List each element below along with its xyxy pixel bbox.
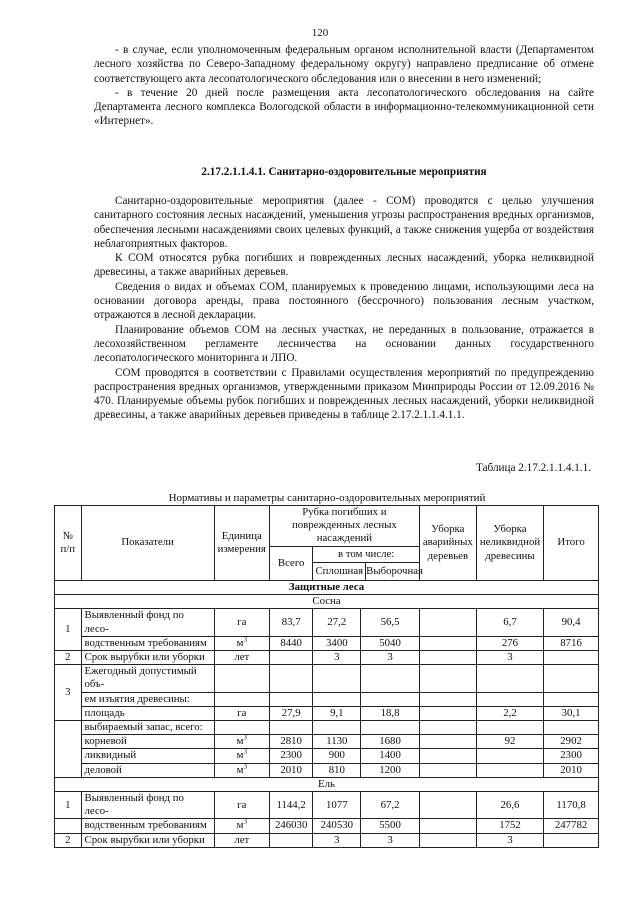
body-text — [94, 194, 594, 423]
intro-paragraph: - в случае, если уполномоченным федеральным органом исполнительной власти (Департаментом лесного хозяйства по Северо-Западному федеральному округу) направлено предписание об отмене соответствующего акта лесопатологического обследования или о внесении в него изменений; — [94, 44, 594, 85]
header-emergency: Уборка аварийных деревьев — [419, 506, 476, 581]
header-total: Всего — [269, 546, 313, 580]
intro-text — [94, 43, 594, 129]
header-including: в том числе: — [313, 547, 418, 563]
table-label: Таблица 2.17.2.1.1.4.1.1. — [476, 462, 591, 474]
body-paragraph: К СОМ относятся рубка погибших и поврежденных лесных насаждений, уборка неликвидной древесины, а также аварийных деревьев. — [94, 252, 594, 279]
table-row: 2 Срок вырубки или уборки лет 3 3 3 — [55, 651, 599, 665]
table-row: выбираемый запас, всего: — [55, 721, 599, 735]
section-heading: 2.17.2.1.1.4.1. Санитарно-оздоровительные мероприятия — [201, 166, 487, 178]
page-number: 120 — [311, 27, 329, 39]
header-felling: Рубка погибших и поврежденных лесных насаждений — [269, 506, 419, 547]
body-paragraph: Планирование объемов СОМ на лесных участках, не переданных в пользование, отражается в лесохозяйственном регламенте лесничества на основании данных государственного лесопатологического мониторинга и ЛПО. — [94, 323, 594, 365]
table-row: площадь га 27,9 9,1 18,8 2,2 30,1 — [55, 706, 599, 720]
table-row: ем изъятия древесины: — [55, 692, 599, 706]
intro-paragraph: - в течение 20 дней после размещения акта лесопатологического обследования на сайте Департамента лесного комплекса Вологодской области в информационно-телекоммуникационной сети «Интернет». — [94, 86, 594, 128]
header-including-group — [313, 546, 423, 580]
header-num: № п/п — [55, 506, 82, 581]
header-nonliquid: Уборка неликвидной древесины — [476, 506, 543, 581]
norms-table — [54, 505, 599, 848]
header-selective: Выборочная — [366, 564, 423, 577]
table-row: водственным требованиям $м^3$ 246030 240530 5500 1752 247782 — [55, 819, 599, 833]
table-row: ликвидный $м^3$ 2300 900 1400 2300 — [55, 749, 599, 763]
body-paragraph: Сведения о видах и объемах СОМ, планируемых к проведению лицами, использующими леса на основании договора аренды, права постоянного (бессрочного) пользования лесным участком, отражаются в лесной декларации. — [94, 280, 594, 322]
section-title: Защитные леса — [55, 581, 599, 595]
header-unit: Единица измерения — [214, 506, 269, 581]
header-indicator: Показатели — [81, 506, 214, 581]
table-row: 3 Ежегодный допустимый объ- — [55, 665, 599, 692]
body-paragraph: СОМ проводятся в соответствии с Правилами осуществления мероприятий по предупреждению распространения вредных организмов, утвержденными приказом Минприроды России от 12.09.2016 № 470. Планируемые объемы рубок погибших и поврежденных лесных насаждений, уборки неликвидной древесины, а также аварийных деревьев приведены в таблице 2.17.2.1.1.4.1.1. — [94, 366, 594, 422]
table-row: 1 Выявленный фонд по лесо- га 1144,2 1077 67,2 26,6 1170,8 — [55, 792, 599, 819]
species-spruce: Ель — [55, 777, 599, 791]
body-paragraph: Санитарно-оздоровительные мероприятия (далее - СОМ) проводятся с целью улучшения санитарного состояния лесных насаждений, уменьшения угрозы распространения вредных организмов, обеспечения лесными насаждениями своих целевых функций, а также снижения ущерба от воздействия неблагоприятных факторов. — [94, 195, 594, 250]
table-row: 1 Выявленный фонд по лесо- га 83,7 27,2 56,5 6,7 90,4 — [55, 609, 599, 636]
table-row: деловой $м^3$ 2010 810 1200 2010 — [55, 763, 599, 777]
table-row: корневой $м^3$ 2810 1130 1680 92 2902 — [55, 735, 599, 749]
table-row: 2 Срок вырубки или уборки лет 3 3 3 — [55, 833, 599, 847]
header-clear: Сплошная — [313, 563, 366, 580]
species-pine: Сосна — [55, 595, 599, 609]
header-grand-total: Итого — [544, 506, 599, 581]
table-row: водственным требованиям $м^3$ 8440 3400 5040 276 8716 — [55, 636, 599, 650]
table-caption: Нормативы и параметры санитарно-оздоровительных мероприятий — [168, 492, 486, 504]
